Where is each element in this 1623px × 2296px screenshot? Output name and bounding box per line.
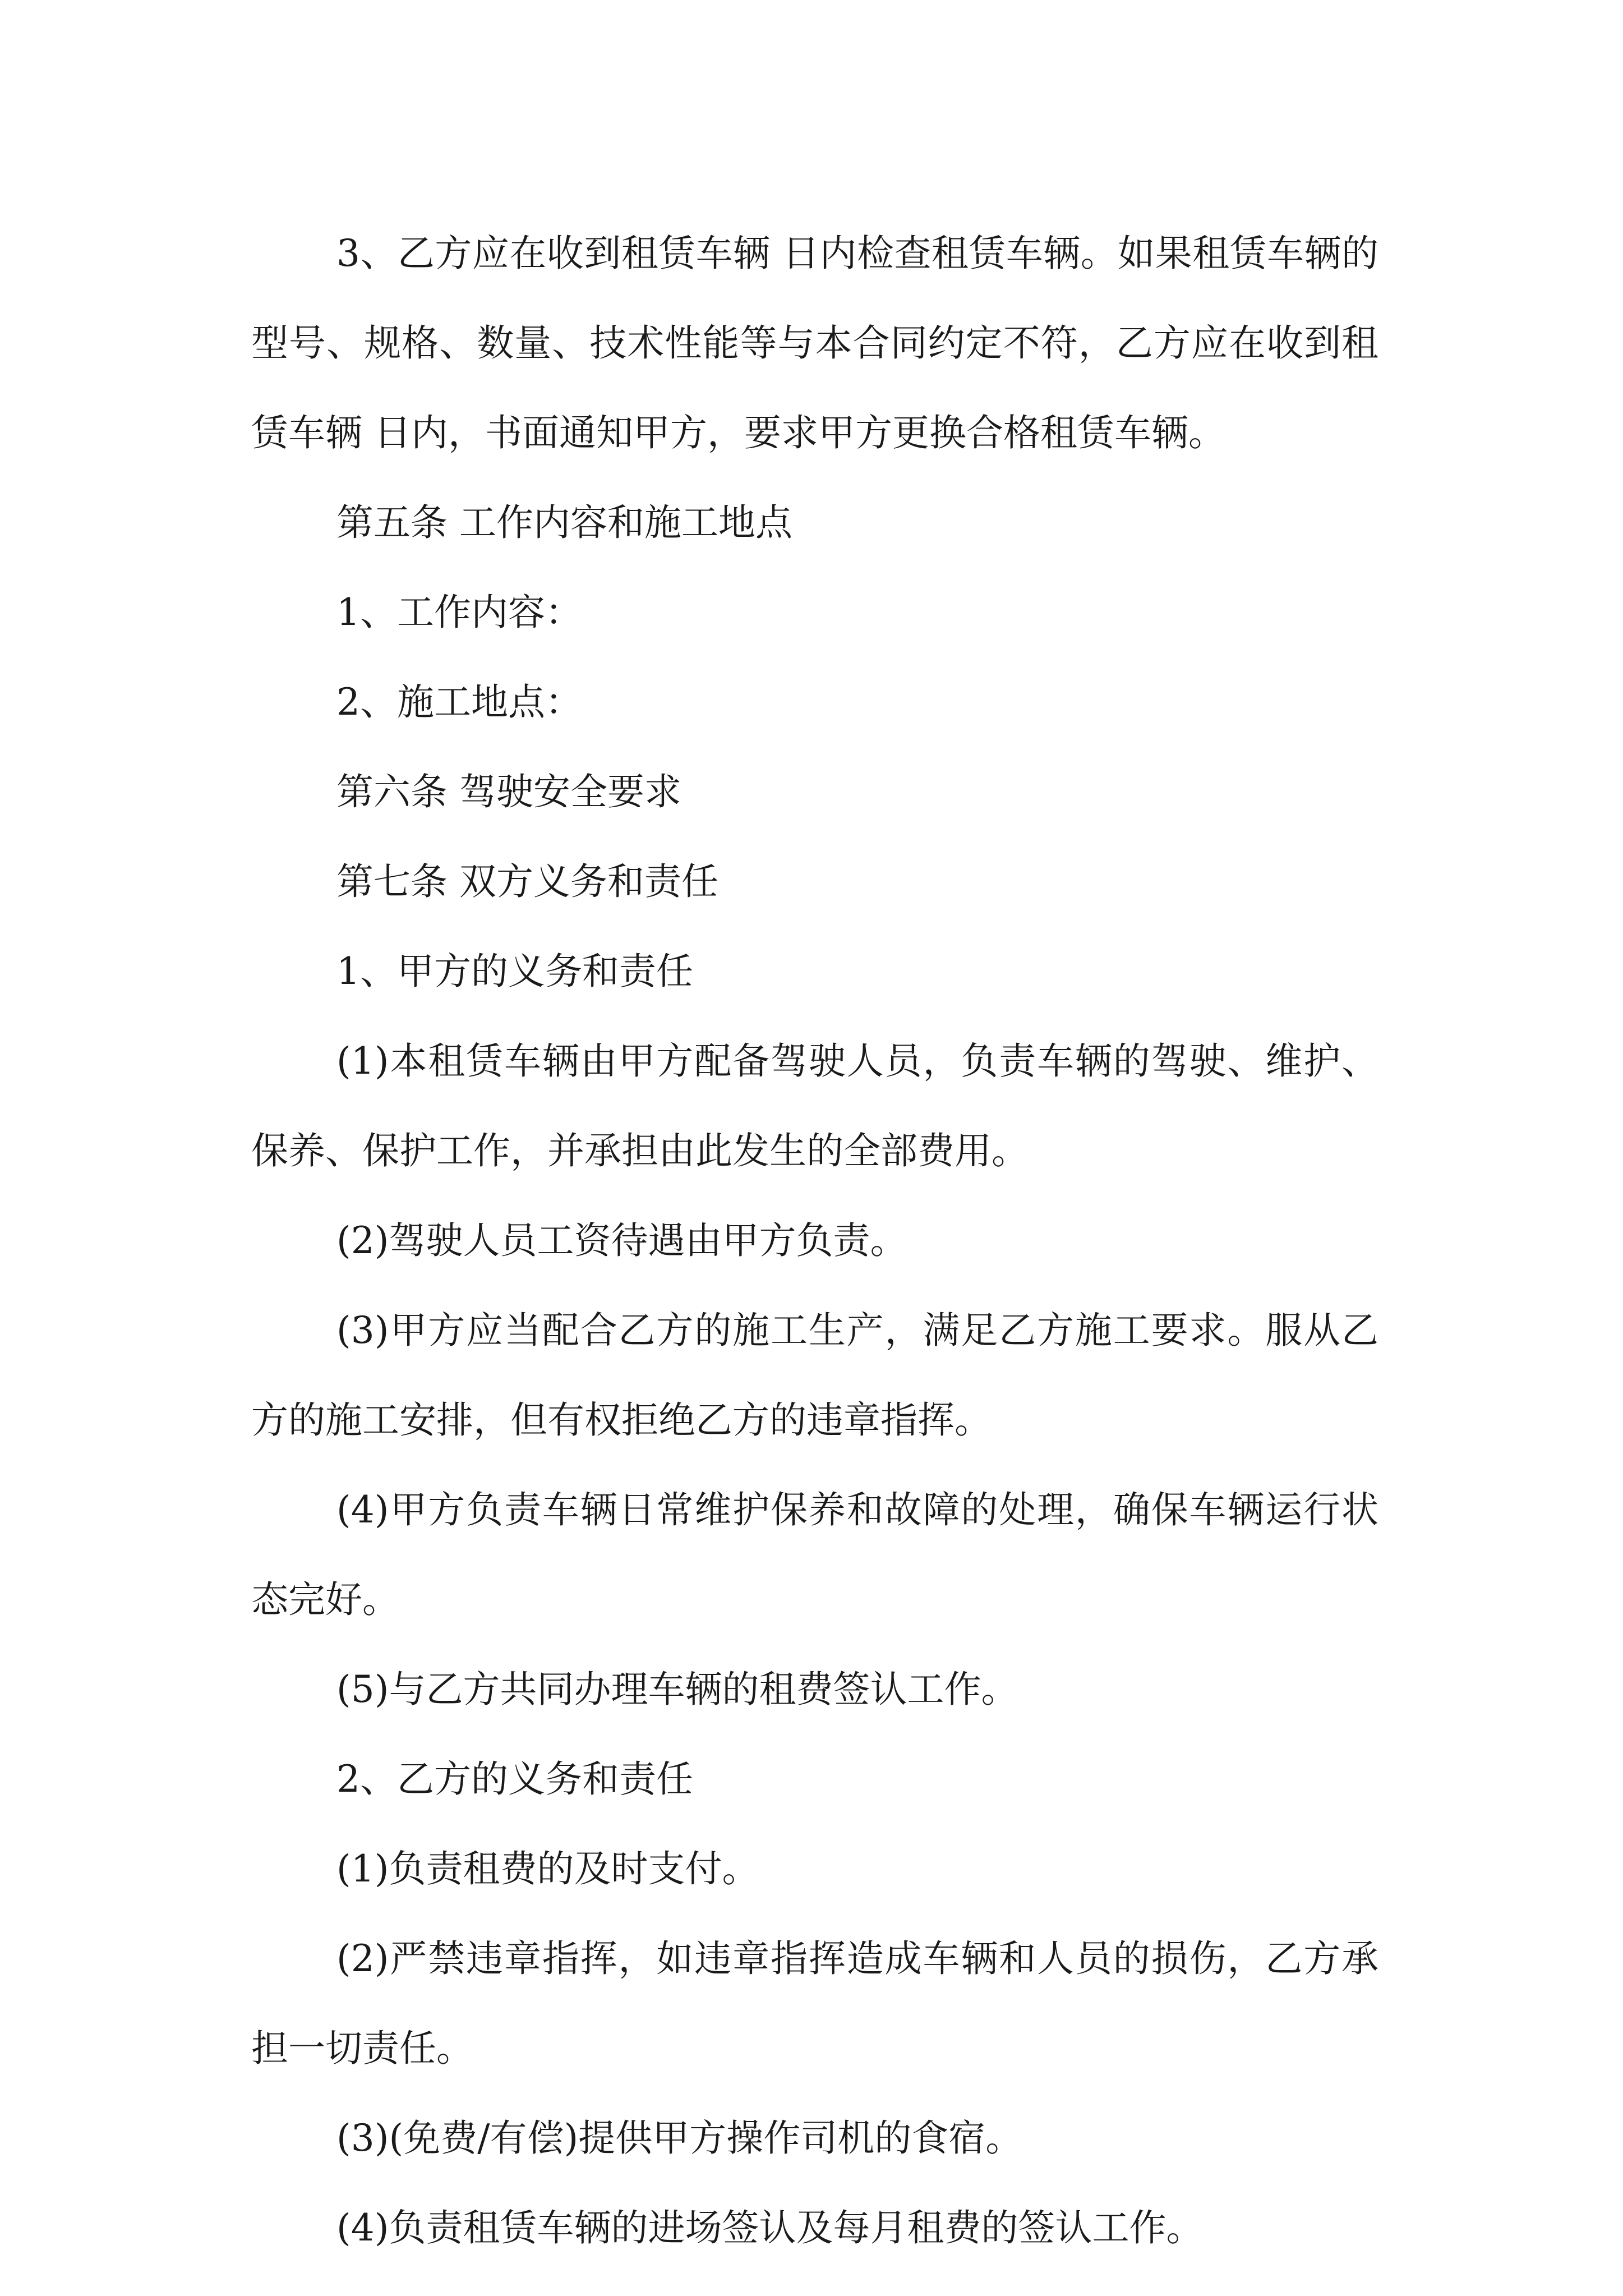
paragraph-work-content: 1、工作内容： xyxy=(336,591,582,634)
list-item: (1)本租赁车辆由甲方配备驾驶人员，负责车辆的驾驶、维护、保养、保护工作，并承担由此发生的全部费用。 xyxy=(251,1039,1378,1172)
heading-article-7: 第七条 双方义务和责任 xyxy=(336,860,718,903)
heading-article-6: 第六条 驾驶安全要求 xyxy=(336,770,681,813)
paragraph-construction-site: 2、施工地点： xyxy=(336,680,582,724)
list-item: (3)(免费/有偿)提供甲方操作司机的食宿。 xyxy=(336,2116,1023,2160)
list-item: (1)负责租费的及时支付。 xyxy=(336,1847,759,1890)
list-item: (3)甲方应当配合乙方的施工生产，满足乙方施工要求。服从乙方的施工安排，但有权拒绝乙方的违章指挥。 xyxy=(251,1309,1378,1442)
heading-article-5: 第五条 工作内容和施工地点 xyxy=(336,501,792,544)
list-item: (2)驾驶人员工资待遇由甲方负责。 xyxy=(336,1219,907,1262)
list-item: (4)负责租赁车辆的进场签认及每月租费的签认工作。 xyxy=(336,2206,1204,2249)
list-item: (2)严禁违章指挥，如违章指挥造成车辆和人员的损伤，乙方承担一切责任。 xyxy=(251,1937,1378,2070)
paragraph-inspection-clause: 3、乙方应在收到租赁车辆 日内检查租赁车辆。如果租赁车辆的型号、规格、数量、技术性能等与本合同约定不符，乙方应在收到租赁车辆 日内，书面通知甲方，要求甲方更换合格租赁车辆。 xyxy=(251,232,1378,454)
list-item: (5)与乙方共同办理车辆的租费签认工作。 xyxy=(336,1668,1018,1711)
list-item: (4)甲方负责车辆日常维护保养和故障的处理，确保车辆运行状态完好。 xyxy=(251,1488,1378,1621)
subheading-party-b-obligations: 2、乙方的义务和责任 xyxy=(336,1757,693,1801)
subheading-party-a-obligations: 1、甲方的义务和责任 xyxy=(336,950,693,993)
document-body xyxy=(251,209,1378,2273)
